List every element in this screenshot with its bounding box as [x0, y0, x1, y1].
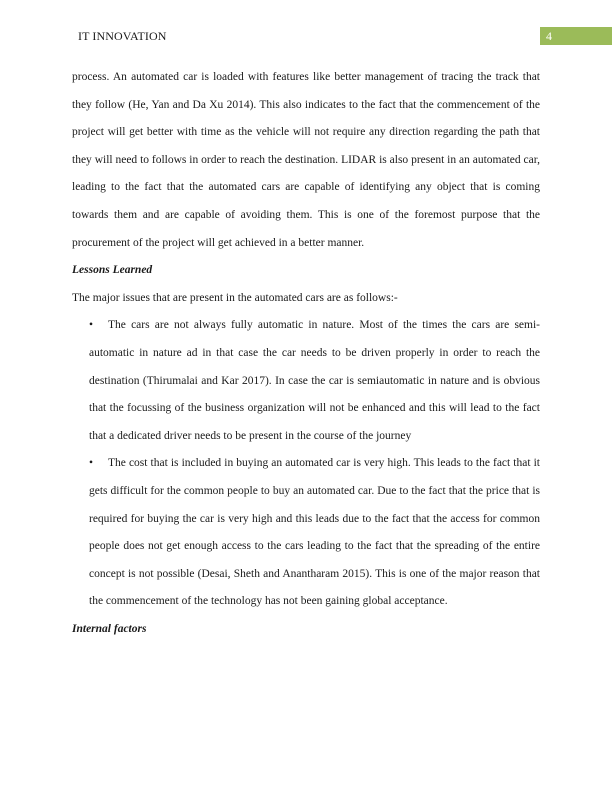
bullet-text: The cost that is included in buying an automated car is very high. This leads to the fact that it gets difficult for the common people to buy an automated car. Due to the fact that the price that is required for buying the car is very high and this leads due to the fact that the access for common people does not get enough access to the cars leading to the fact that the spreading of the entire concept is not possible (Desai, Sheth and Anantharam 2015). This is one of the major reason that the commencement of the technology has not been gaining global acceptance. [89, 457, 540, 608]
page-number-badge: 4 [540, 27, 612, 45]
document-body [72, 64, 540, 643]
running-header-title: IT INNOVATION [78, 29, 167, 43]
issues-intro-paragraph: The major issues that are present in the automated cars are as follows:- [72, 291, 398, 304]
bullet-icon: • [89, 319, 94, 332]
intro-paragraph: process. An automated car is loaded with features like better management of tracing the track that they follow (He, Yan and Da Xu 2014). This also indicates to the fact that the commencement of the project will get better with time as the vehicle will not require any direction regarding the path that they will need to follows in order to reach the destination. LIDAR is also present in an automated car, leading to the fact that the automated cars are capable of identifying any object that is coming towards them and are capable of avoiding them. This is one of the foremost purpose that the procurement of the project will get achieved in a better manner. [72, 71, 540, 249]
bullet-icon: • [89, 457, 94, 470]
issues-bullet-list [72, 312, 540, 616]
internal-factors-heading: Internal factors [72, 622, 147, 635]
list-item [72, 312, 540, 450]
lessons-learned-heading: Lessons Learned [72, 264, 153, 277]
bullet-text: The cars are not always fully automatic in nature. Most of the times the cars are semi-automatic in nature ad in that case the car needs to be driven properly in order to reach the destination (Thirumalai and Kar 2017). In case the car is semiautomatic in nature and is obvious that the focussing of the business organization will not be enhanced and this will lead to the fact that a dedicated driver needs to be present in the course of the journey [89, 319, 540, 442]
list-item [72, 450, 540, 616]
